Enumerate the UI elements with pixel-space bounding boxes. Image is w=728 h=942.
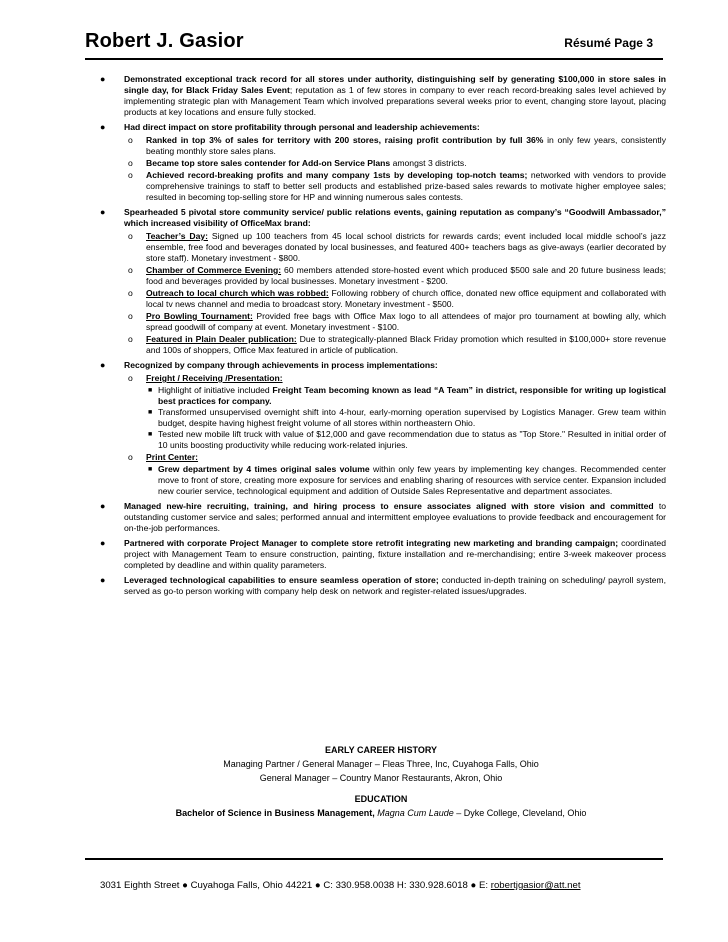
sub-bullet-item: o Chamber of Commerce Evening: 60 members attended store-hosted event which produced $500 sale and 20 future business leads; food and beverages provided by local businesses. Monetary investment - $200. — [128, 265, 666, 286]
early-career-line: Managing Partner / General Manager – Fleas Three, Inc, Cuyahoga Falls, Ohio — [223, 759, 539, 769]
bullet-dot-icon: ● — [100, 575, 106, 585]
sub-bullet-item: o Teacher’s Day: Signed up 100 teachers from 45 local school districts for rewards cards; event included local middle school’s jazz ensemble, free food and beverages donated by local businesses, and featured 400+ teachers bags as give-aways (earlier decorated by store staff). Monetary investment - $800. — [128, 231, 666, 263]
education-title: EDUCATION — [354, 794, 408, 804]
bullet-item: ● Leveraged technological capabilities to ensure seamless operation of store; conducted in-depth training on scheduling/ payroll system, served as go-to person working with company help desk on network and register-related issues/upgrades. — [100, 575, 666, 596]
bullet-item: ● Managed new-hire recruiting, training, and hiring process to ensure associates aligned with store vision and committed to outstanding customer service and sales; performed annual and intermittent employee evaluations to provide feedback and encouragement for on-the-job performances. — [100, 501, 666, 533]
sub-bullet-item: o Became top store sales contender for Add-on Service Plans amongst 3 districts. — [128, 158, 467, 168]
square-bullet-icon: ■ — [148, 409, 153, 416]
circle-bullet-icon: o — [128, 311, 133, 321]
footer-rule — [85, 858, 663, 860]
sub-bullet-item: o Pro Bowling Tournament: Provided free bags with Office Max logo to all attendees of major pro tournament at bowling ally, which spread goodwill of company at event. Monetary investment - $100. — [128, 311, 666, 332]
page-header — [85, 30, 653, 58]
circle-bullet-icon: o — [128, 170, 133, 180]
education-degree: Bachelor of Science in Business Management, Magna Cum Laude – Dyke College, Cleveland, Ohio — [175, 808, 587, 818]
header-rule — [85, 58, 663, 60]
sub-bullet-item: o Ranked in top 3% of sales for territory with 200 stores, raising profit contribution by full 36% in only few years, consistently beating monthly store sales plans. — [128, 135, 666, 156]
circle-bullet-icon: o — [128, 373, 133, 383]
bullet-item: ● Partnered with corporate Project Manager to complete store retrofit integrating new marketing and branding campaign; coordinated project with Management Team to ensure construction, painting, fixture installation and re-merchandising; entire 3-week makeover process completed by deadline and within quality parameters. — [100, 538, 666, 570]
bullet-dot-icon: ● — [100, 501, 106, 511]
page-label: Résumé Page 3 — [564, 36, 653, 50]
bullet-dot-icon: ● — [100, 122, 106, 132]
sub-bullet-item: o Featured in Plain Dealer publication: Due to strategically-planned Black Friday promotion which resulted in $100,000+ store revenue and 100s of shoppers, Office Max featured in article of publication. — [128, 334, 666, 355]
square-bullet-icon: ■ — [148, 387, 153, 394]
circle-bullet-icon: o — [128, 135, 133, 145]
bullet-item: ● Had direct impact on store profitability through personal and leadership achievements: o Ranked in top 3% of sales for territory with 200 stores, raising profit contribution by full 36% in only few years, consistently beating monthly store sales plans. o Became top store sales contender for Add-on Service Plans amongst 3 districts. o Achieved record-breaking profits and many company 1sts by developing top-notch teams; networked with vendors to provide comprehensive trainings to staff to better sell products and established prize-based sales rewards to motivate higher employee sales; resulted in becoming top-selling store for HP and winning numerous sales contests. — [100, 122, 667, 202]
experience-bullets — [96, 74, 666, 601]
square-bullet-icon: ■ — [148, 431, 153, 438]
square-bullet-icon: ■ — [148, 466, 153, 473]
bullet-dot-icon: ● — [100, 74, 106, 84]
bullet-dot-icon: ● — [100, 360, 106, 370]
circle-bullet-icon: o — [128, 334, 133, 344]
tertiary-bullet-item: ■ Transformed unsupervised overnight shift into 4-hour, early-morning operation supervised by Logistics Manager. Grew team within budget, despite having highest freight volume of all stores within northeastern Ohio. — [148, 407, 666, 428]
circle-bullet-icon: o — [128, 265, 133, 275]
sub-bullet-item: o Outreach to local church which was robbed: Following robbery of church office, donated new office equipment and collaborated with local tv news channel and media to broadcast story. Monetary investment - $500. — [128, 288, 666, 309]
bullet-dot-icon: ● — [100, 538, 106, 548]
email-link[interactable]: robertjgasior@att.net — [490, 880, 581, 891]
circle-bullet-icon: o — [128, 288, 133, 298]
bullet-item: ● Demonstrated exceptional track record for all stores under authority, distinguishing self by generating $100,000 in store sales in single day, for Black Friday Sales Event; reputation as 1 of few stores in company to ever reach record-breaking sales level achieved by implementing strategic plan with Management Team which involved preparations several weeks prior to event, changing store layout, placing products at key locations and ensure fully stocked. — [100, 74, 666, 117]
tertiary-bullet-item: ■ Highlight of initiative included Freight Team becoming known as lead “A Team” in district, responsible for writing up logistical best practices for company. — [148, 385, 667, 406]
candidate-name: Robert J. Gasior — [85, 30, 244, 52]
sub-bullet-item: o Achieved record-breaking profits and many company 1sts by developing top-notch teams; networked with vendors to provide comprehensive trainings to staff to better sell products and established prize-based sales rewards to motivate higher employee sales; resulted in becoming top-selling store for HP and winning numerous sales contests. — [128, 170, 667, 202]
sub-bullet-item: o Print Center: ■ Grew department by 4 times original sales volume within only few years by implementing key changes. Recommended center move to front of store, creating more exposure for services and enabling sharing of resources with service center. Expansion included new courier service, technological equipment and addition of Outside Sales Representative and department associates. — [128, 452, 666, 496]
circle-bullet-icon: o — [128, 158, 133, 168]
early-career-line: General Manager – Country Manor Restaurants, Akron, Ohio — [259, 773, 503, 783]
sub-bullet-item: o Freight / Receiving /Presentation: ■ Highlight of initiative included Freight Team becoming known as lead “A Team” in district, responsible for writing up logistical best practices for company. ■ Transformed unsupervised overnight shift into 4-hour, early-morning operation supervised by Logistics Manager. Grew team within budget, despite having highest freight volume of all stores within northeastern Ohio. ■ Tested new mobile lift truck with value of $12,000 and gave recommendation due to status as "Top Store." Resulted in initial order of 10 units boosting productivity while reducing work-related injuries. — [128, 373, 667, 450]
bullet-item: ● Recognized by company through achievements in process implementations: o Freight / Receiving /Presentation: ■ Highlight of initiative included Freight Team becoming known as lead “A Team” in district, responsible for writing up logistical best practices for company. ■ Transformed unsupervised overnight shift into 4-hour, early-morning operation supervised by Logistics Manager. Grew team within budget, despite having highest freight volume of all stores within northeastern Ohio. ■ Tested new mobile lift truck with value of $12,000 and gave recommendation due to status as "Top Store." Resulted in initial order of 10 units boosting productivity while reducing work-related injuries. o Print Center: ■ Grew department by 4 times original sales volume within only few years by implementing key changes. Recommended center move to front of store, creating more exposure for services and enabling sharing of resources with service center. Expansion included new courier service, technological equipment and addition of Outside Sales Representative and department associates. — [100, 360, 667, 496]
circle-bullet-icon: o — [128, 452, 133, 462]
early-career-title: EARLY CAREER HISTORY — [324, 745, 438, 755]
tertiary-bullet-item: ■ Tested new mobile lift truck with value of $12,000 and gave recommendation due to status as "Top Store." Resulted in initial order of 10 units boosting productivity while reducing work-related injuries. — [148, 429, 666, 450]
bullet-item: ● Spearheaded 5 pivotal store community service/ public relations events, gaining reputation as company’s “Goodwill Ambassador,” which increased visibility of OfficeMax brand: o Teacher’s Day: Signed up 100 teachers from 45 local school districts for rewards cards; event included local middle school’s jazz ensemble, free food and beverages donated by local businesses, and featured 400+ teachers bags as give-aways (earlier decorated by store staff). Monetary investment - $800. o Chamber of Commerce Evening: 60 members attended store-hosted event which produced $500 sale and 20 future business leads; food and beverages provided by local businesses. Monetary investment - $200. o Outreach to local church which was robbed: Following robbery of church office, donated new office equipment and collaborated with local tv news channel and media to broadcast story. Monetary investment - $500. o Pro Bowling Tournament: Provided free bags with Office Max logo to all attendees of major pro tournament at bowling ally, which spread goodwill of company at event. Monetary investment - $100. o Featured in Plain Dealer publication: Due to strategically-planned Black Friday promotion which resulted in $100,000+ store revenue and 100s of shoppers, Office Max featured in article of publication. — [100, 207, 666, 355]
contact-footer: 3031 Eighth Street ● Cuyahoga Falls, Ohio 44221 ● C: 330.958.0038 H: 330.928.6018 ● E: robertjgasior@att.net — [100, 880, 581, 891]
circle-bullet-icon: o — [128, 231, 133, 241]
bullet-dot-icon: ● — [100, 207, 106, 217]
tertiary-bullet-item: ■ Grew department by 4 times original sales volume within only few years by implementing key changes. Recommended center move to front of store, creating more exposure for services and enabling sharing of resources with service center. Expansion included new courier service, technological equipment and addition of Outside Sales Representative and department associates. — [148, 464, 666, 496]
